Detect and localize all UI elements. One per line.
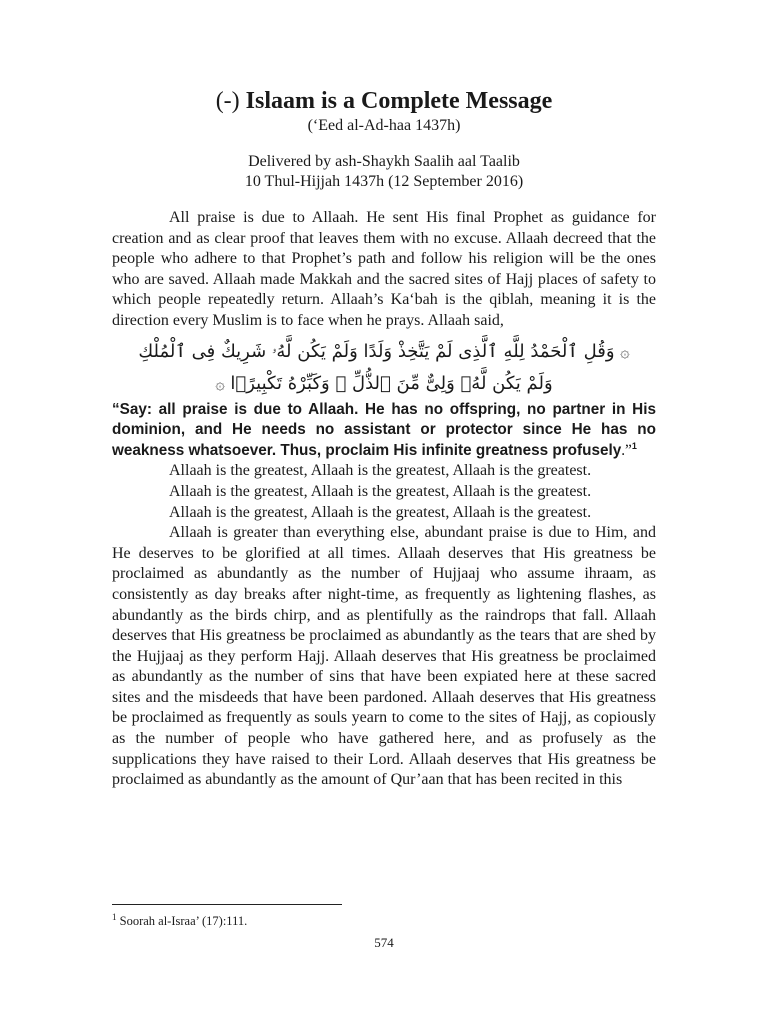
- arabic-verse-line-1: [112, 336, 656, 368]
- arabic-verse-line-2: [112, 368, 656, 400]
- takbir-line-3: Allaah is the greatest, Allaah is the greatest, Allaah is the greatest.: [169, 503, 592, 521]
- arabic-text-2: وَلَمْ يَكُن لَّهُۥ وَلِىٌّ مِّنَ ٱلذُّلِّ ۖ وَكَبِّرْهُ تَكْبِيرًۢا: [230, 372, 553, 394]
- takbir-line-1: Allaah is the greatest, Allaah is the greatest, Allaah is the greatest.: [169, 462, 592, 480]
- footnote-divider: [112, 904, 342, 905]
- footnote-text: Soorah al-Israa’ (17):111.: [116, 914, 248, 928]
- verse-translation: [112, 400, 656, 462]
- footnote: [112, 911, 248, 929]
- byline: Delivered by ash-Shaykh Saalih aal Taalib: [248, 153, 520, 170]
- arabic-text-1: وَقُلِ ٱلْحَمْدُ لِلَّهِ ٱلَّذِى لَمْ يَتَّخِذْ وَلَدًا وَلَمْ يَكُن لَّهُۥ شَرِيكٌ فِى ٱلْمُلْكِ: [138, 340, 615, 362]
- verse-ornament-close: ۞: [215, 373, 225, 393]
- translation-tail: .”: [621, 441, 632, 459]
- footnote-marker: 1: [112, 911, 117, 922]
- takbir-line-2: Allaah is the greatest, Allaah is the greatest, Allaah is the greatest.: [169, 482, 592, 500]
- page-number: 574: [374, 935, 394, 950]
- page-title: [112, 86, 656, 116]
- page-content: [112, 86, 656, 791]
- footnote-ref[interactable]: 1: [631, 440, 637, 451]
- paragraph-1: All praise is due to Allaah. He sent His final Prophet as guidance for creation and as clear proof that leaves them with no excuse. Allaah decreed that the people who adhere to that Prophet’s path and follow his religion will be the ones who are saved. Allaah made Makkah and the sacred sites of Hajj places of safety to which people repeatedly return. Allaah’s Ka‘bah is the qiblah, meaning it is the direction every Muslim is to face when he prays. Allaah said,: [112, 209, 656, 329]
- title-prefix: (-): [215, 88, 240, 114]
- delivery-date: 10 Thul-Hijjah 1437h (12 September 2016): [244, 173, 524, 190]
- verse-ornament-open: ۞: [620, 341, 630, 361]
- paragraph-2: Allaah is greater than everything else, abundant praise is due to Him, and He deserves to be glorified at all times. Allaah deserves that His greatness be proclaimed as abundantly as the number of Hujjaaj who assume ihraam, as consistently as day breaks after night-time, as frequently as lightening flashes, as abundantly as the birds chirp, and as plentifully as the raindrops that fall. Allaah deserves that His greatness be proclaimed as abundantly as the tears that are shed by the Hujjaaj as they perform Hajj. Allaah deserves that His greatness be proclaimed as abundantly as the number of sins that have been expiated here at these sacred sites and the misdeeds that have been pardoned. Allaah deserves that His greatness be proclaimed as frequently as souls yearn to come to the sites of Hajj, as copiously as the number of people who have gathered here, and as profusely as the supplications they have raised to their Lord. Allaah deserves that His greatness be proclaimed as abundantly as the amount of Qur’aan that has been recited in this: [112, 524, 656, 789]
- translation-bold: “Say: all praise is due to Allaah. He has no offspring, no partner in His dominion, and He needs no assistant or protector since He has no weakness whatsoever. Thus, proclaim His infinite greatness profusely: [112, 400, 656, 459]
- subtitle: (‘Eed al-Ad-haa 1437h): [307, 117, 461, 134]
- title-text: Islaam is a Complete Message: [245, 88, 553, 114]
